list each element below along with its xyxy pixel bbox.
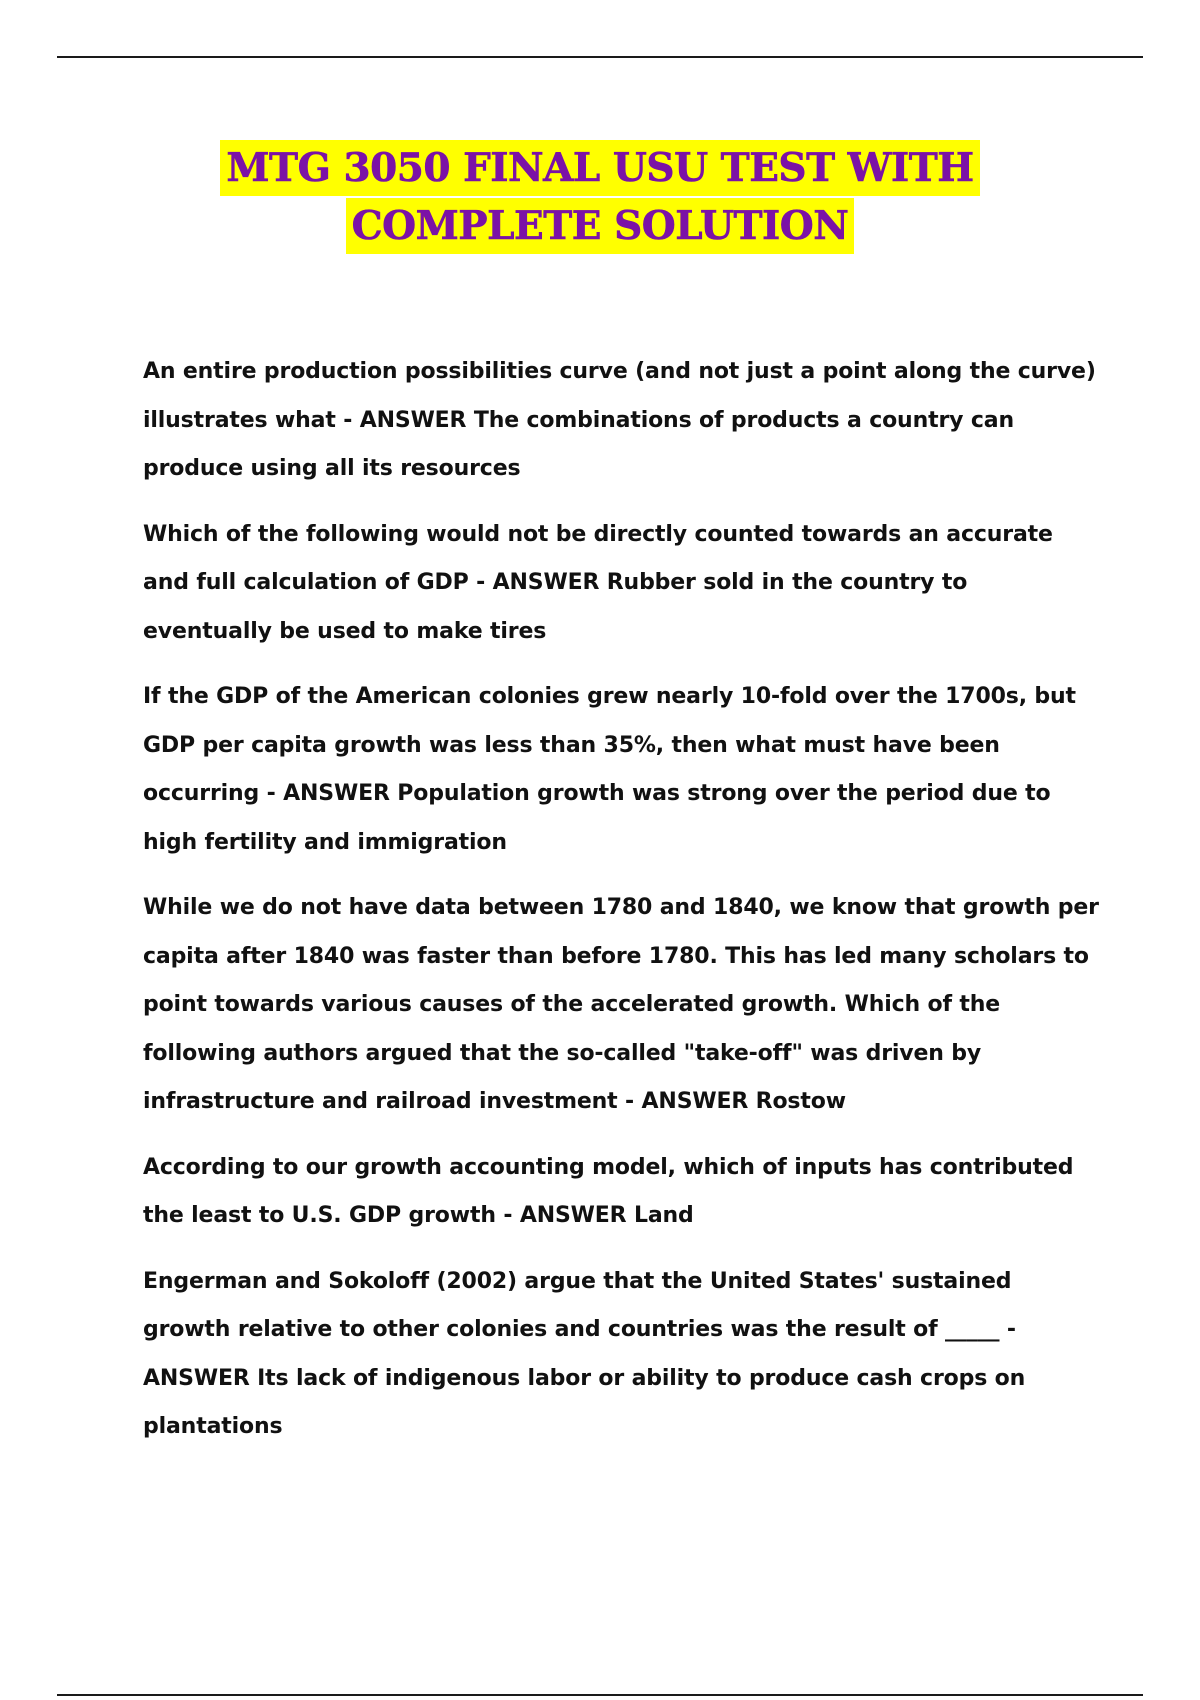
top-rule — [57, 56, 1143, 58]
qa-item-3: If the GDP of the American colonies grew nearly 10-fold over the 1700s, but GDP per capita growth was less than 35%, then what must have been occurring - ANSWER Population growth was strong over the period due to high fertility and immigration — [143, 684, 1076, 855]
qa-item-1: An entire production possibilities curve (and not just a point along the curve) illustrates what - ANSWER The combinations of products a country can produce using all its resources — [143, 359, 1096, 481]
bottom-rule — [57, 1694, 1143, 1696]
title-line-1: MTG 3050 FINAL USU TEST WITH — [220, 140, 979, 196]
qa-item-6: Engerman and Sokoloff (2002) argue that the United States' sustained growth relative to other colonies and countries was the result of _____ - ANSWER Its lack of indigenous labor or ability to produce cash crops on plantations — [143, 1268, 1026, 1439]
qa-list — [143, 348, 1103, 1469]
qa-item-2: Which of the following would not be directly counted towards an accurate and full calculation of GDP - ANSWER Rubber sold in the country to eventually be used to make tires — [143, 521, 1053, 644]
qa-item-5: According to our growth accounting model, which of inputs has contributed the least to U.S. GDP growth - ANSWER Land — [143, 1154, 1074, 1228]
title-line-2: COMPLETE SOLUTION — [346, 198, 855, 254]
qa-item-4: While we do not have data between 1780 and 1840, we know that growth per capita after 1840 was faster than before 1780. This has led many scholars to point towards various causes of the accelerated growth. Which of the following authors argued that the so-called "take-off" was driven by infrastructure and railroad investment - ANSWER Rostow — [143, 895, 1099, 1114]
document-title — [0, 140, 1200, 254]
